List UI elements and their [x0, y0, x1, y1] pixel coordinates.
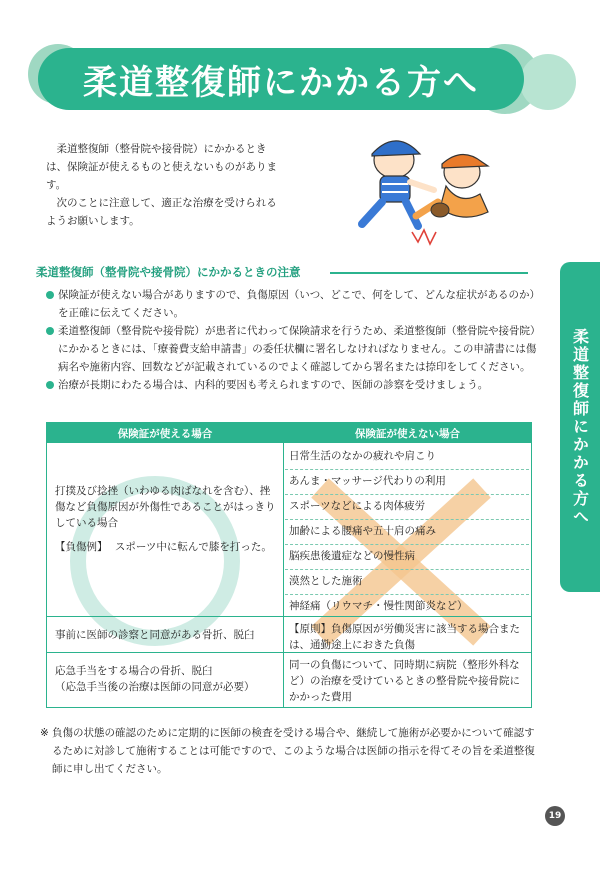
- coverage-table: [46, 422, 532, 708]
- header-decor-circle: [520, 54, 576, 110]
- injury-example: [55, 539, 277, 555]
- table-row-divider: [284, 616, 531, 617]
- section-heading: 柔道整復師（整骨院や接骨院）にかかるときの注意: [36, 265, 301, 279]
- footnote-text: 負傷の状態の確認のために定期的に医師の検査を受ける場合や、継続して施術が必要かについて確認するために対診して施術することは可能ですので、このような場合は医師の指示を得てその旨を柔道整復師に申し出てください。: [52, 727, 535, 775]
- intro-paragraph: 柔道整復師（整骨院や接骨院）にかかるときは、保険証が使えるものと使えないものがあります。: [46, 143, 277, 191]
- table-row-divider: [47, 616, 283, 617]
- first-aid-note: （応急手当後の治療は医師の同意が必要）: [55, 681, 255, 693]
- baseball-players-illustration: [342, 120, 502, 250]
- not-usable-item: 加齢による腰痛や五十肩の痛み: [289, 525, 436, 537]
- not-usable-item: 神経痛（リウマチ・慢性関節炎など）: [289, 600, 468, 612]
- list-item: 治療が長期にわたる場合は、内科的要因も考えられますので、医師の診察を受けましょう。: [46, 376, 542, 394]
- not-usable-item: スポーツなどによる肉体疲労: [289, 500, 426, 512]
- usable-case-first-aid: [55, 663, 277, 695]
- not-usable-item: 脳疾患後遺症などの慢性病: [289, 550, 415, 562]
- table-dashed-divider: [285, 494, 529, 495]
- caution-list: [46, 286, 542, 394]
- list-item: 保険証が使えない場合がありますので、負傷原因（いつ、どこで、何をして、どんな症状があるのか）を正確に伝えてください。: [46, 286, 542, 322]
- list-item: 柔道整復師（整骨院や接骨院）が患者に代わって保険請求を行うため、柔道整復師（整骨院や接骨院）にかかるときには、「療養費支給申請書」の委任状欄に署名しなければなりません。この申請書には傷病名や施術内容、回数などが記載されているのでよく確認してから署名または捺印をしてください。: [46, 322, 542, 376]
- page-number: 19: [545, 806, 565, 826]
- title-banner: [38, 48, 524, 110]
- footnote: [40, 724, 540, 778]
- side-tab: [560, 262, 600, 592]
- not-usable-item: 漠然とした施術: [289, 575, 363, 587]
- table-dashed-divider: [285, 544, 529, 545]
- page-title: 柔道整復師にかかる方へ: [83, 62, 479, 103]
- table-divider: [283, 423, 284, 707]
- intro-paragraph: 次のことに注意して、適正な治療を受けられるようお願いします。: [46, 197, 277, 227]
- side-tab-label: 柔道整復師にかかる方へ: [570, 328, 590, 526]
- not-usable-principle: 【原則】負傷原因が労働災害に該当する場合または、通勤途上におきた負傷: [289, 623, 520, 651]
- not-usable-item: 日常生活のなかの疲れや肩こり: [289, 450, 436, 462]
- table-header-usable: 保険証が使える場合: [47, 423, 283, 443]
- not-usable-item: あんま・マッサージ代わりの利用: [289, 475, 446, 487]
- table-dashed-divider: [285, 519, 529, 520]
- table-dashed-divider: [285, 469, 529, 470]
- footnote-mark: ※: [40, 727, 49, 739]
- usable-case-main: [55, 483, 277, 555]
- usable-case-text: 打撲及び捻挫（いわゆる肉ばなれを含む）、挫傷など負傷原因が外傷性であることがはっきりしている場合: [55, 485, 276, 529]
- usable-case-doctor-consent: 事前に医師の診察と同意がある骨折、脱臼: [55, 629, 255, 641]
- injury-example-text: スポーツ中に転んで膝を打った。: [114, 541, 272, 553]
- injury-example-label: 【負傷例】: [55, 541, 108, 553]
- not-usable-concurrent-treatment: 同一の負傷について、同時期に病院（整形外科など）の治療を受けているときの整骨院や接骨院にかかった費用: [289, 659, 520, 703]
- section-rule: [330, 272, 528, 274]
- intro-text: [46, 140, 286, 230]
- table-dashed-divider: [285, 594, 529, 595]
- first-aid-line: 応急手当をする場合の骨折、脱臼: [55, 665, 213, 677]
- table-dashed-divider: [285, 569, 529, 570]
- table-header-not-usable: 保険証が使えない場合: [284, 423, 531, 443]
